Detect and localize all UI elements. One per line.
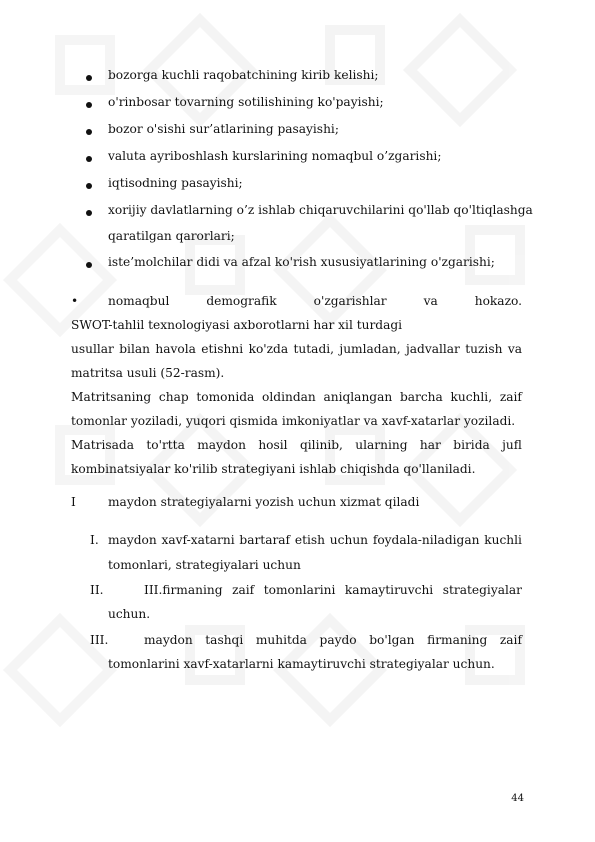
word: kamaytiruvchi	[344, 583, 434, 597]
word: ko'zda	[248, 342, 289, 356]
word: to'rtta	[146, 438, 185, 452]
list-label: I.	[90, 533, 99, 547]
word: firmaning	[427, 633, 488, 647]
list-item-continuation: uchun.	[108, 607, 151, 621]
list-item	[144, 583, 522, 598]
word: muhitda	[255, 633, 307, 647]
word: tutadi,	[293, 342, 335, 356]
bullet-dot	[86, 129, 92, 135]
word: Matritsaning	[71, 390, 152, 404]
bullet-dot	[86, 75, 92, 81]
bullet-dot	[86, 210, 92, 216]
word: tuzish	[465, 342, 503, 356]
word: oldindan	[262, 390, 316, 404]
word: bilan	[119, 342, 150, 356]
word: Matrisada	[71, 438, 134, 452]
list-item: o'rinbosar tovarning sotilishining ko'payishi;	[108, 95, 384, 109]
word: maydon	[108, 533, 157, 547]
list-item-continuation: tomonlarini xavf-xatarlarni kamaytiruvchi strategiyalar uchun.	[108, 657, 495, 671]
list-item: iste’molchilar didi va afzal ko'rish xususiyatlarining o'zgarishi;	[108, 255, 495, 269]
word: maydon	[144, 633, 193, 647]
word: jadvallar	[405, 342, 460, 356]
list-item-continuation: qaratilgan qarorlari;	[108, 229, 235, 243]
word: III.firmaning	[144, 583, 223, 597]
word: o'zgarishlar	[313, 294, 387, 308]
word: barcha	[399, 390, 443, 404]
bullet-dot	[86, 156, 92, 162]
word: demografik	[206, 294, 277, 308]
paragraph-line: tomonlar yoziladi, yuqori qismida imkoniyatlar va xavf-xatarlar yoziladi.	[71, 414, 516, 428]
list-item: bozorga kuchli raqobatchining kirib kelishi;	[108, 68, 379, 82]
word: tashqi	[205, 633, 244, 647]
word: etishni	[201, 342, 244, 356]
word: bartaraf	[239, 533, 291, 547]
list-item-justified	[108, 203, 533, 218]
paragraph-line	[71, 438, 522, 453]
word: zaif	[499, 390, 522, 404]
word: kuchli,	[450, 390, 493, 404]
list-item-continuation: tomonlari, strategiyalari uchun	[108, 558, 301, 572]
word: chap	[158, 390, 189, 404]
word: ularning	[355, 438, 408, 452]
word: bo'lgan	[369, 633, 415, 647]
list-label: I	[71, 495, 76, 509]
word: etish	[294, 533, 325, 547]
paragraph-line	[71, 342, 522, 357]
bullet-dot	[86, 102, 92, 108]
list-item: xorijiy davlatlarning o’z ishlab chiqaruvchilarini qo'llab qo'ltiqlashga	[108, 203, 533, 217]
word: xavf-xatarni	[161, 533, 235, 547]
word: tomonida	[196, 390, 255, 404]
word: strategiyalar	[442, 583, 522, 597]
word: birida	[453, 438, 490, 452]
list-label: III.	[90, 633, 109, 647]
word: hosil	[258, 438, 288, 452]
word: tomonlarini	[263, 583, 336, 597]
paragraph-line: matritsa usuli (52-rasm).	[71, 366, 225, 380]
bullet-dot	[86, 183, 92, 189]
list-item: valuta ayriboshlash kurslarining nomaqbul o’zgarishi;	[108, 149, 442, 163]
list-label: II.	[90, 583, 104, 597]
word: maydon	[197, 438, 246, 452]
list-item: bozor o'sishi sur’atlarining pasayishi;	[108, 122, 339, 136]
paragraph-line: kombinatsiyalar ko'rilib strategiyani ishlab chiqishda qo'llaniladi.	[71, 462, 476, 476]
page-number: 44	[511, 793, 524, 804]
word: jufl	[502, 438, 522, 452]
word: va	[507, 342, 522, 356]
word: nomaqbul	[108, 294, 170, 308]
word: hokazo.	[474, 294, 522, 308]
word: va	[423, 294, 438, 308]
list-item	[108, 533, 522, 548]
word: kuchli	[484, 533, 522, 547]
word: zaif	[232, 583, 255, 597]
list-item: iqtisodning pasayishi;	[108, 176, 243, 190]
paragraph-bullet: •	[71, 294, 79, 308]
word: har	[419, 438, 441, 452]
paragraph-line: SWOT-tahlil texnologiyasi axborotlarni har xil turdagi	[71, 318, 403, 332]
word: aniqlangan	[323, 390, 393, 404]
word: foydala-niladigan	[372, 533, 480, 547]
list-item	[144, 633, 522, 648]
word: uchun	[329, 533, 369, 547]
word: paydo	[319, 633, 357, 647]
word: jumladan,	[339, 342, 401, 356]
word: havola	[155, 342, 196, 356]
paragraph-line	[71, 390, 522, 405]
word: qilinib,	[299, 438, 343, 452]
justified-line	[108, 294, 522, 309]
word: usullar	[71, 342, 114, 356]
list-item: maydon strategiyalarni yozish uchun xizmat qiladi	[108, 495, 420, 509]
bullet-dot	[86, 262, 92, 268]
word: zaif	[499, 633, 522, 647]
